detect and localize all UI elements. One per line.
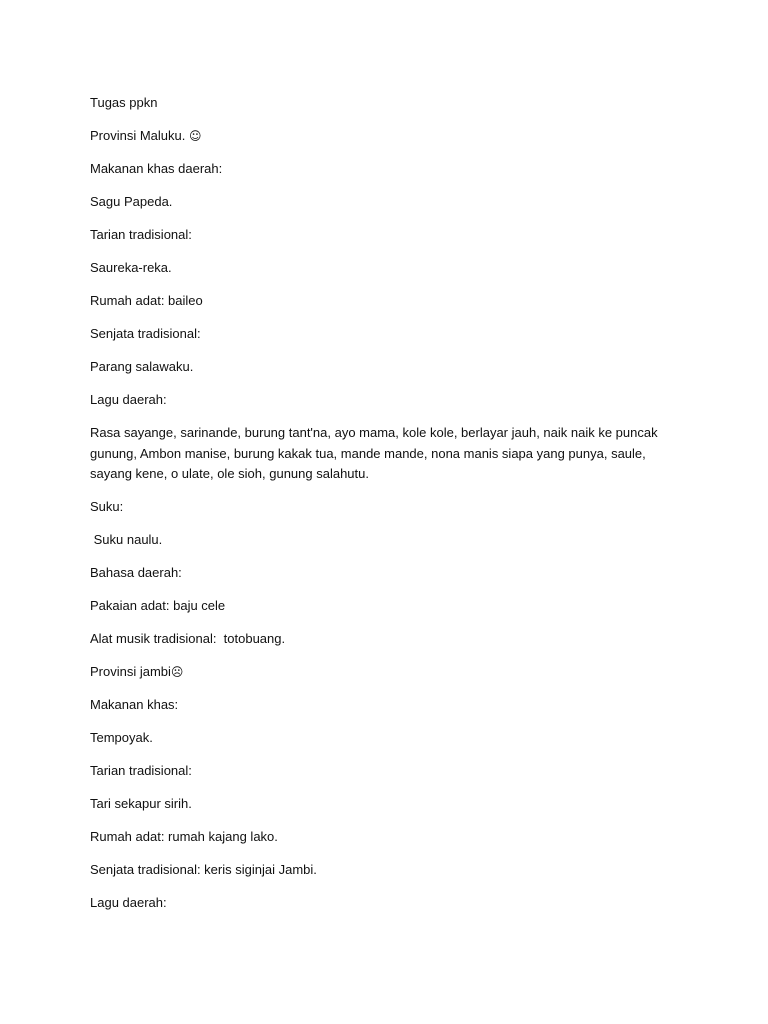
jambi-rumah-adat: Rumah adat: rumah kajang lako.	[90, 828, 278, 844]
maluku-lagu-value: Rasa sayange, sarinande, burung tant'na, ayo mama, kole kole, berlayar jauh, naik naik ke puncak gunung, Ambon manise, burung kakak tua, mande mande, nona manis siapa yang punya, saule, sayang kene, o ulate, ole sioh, gunung salahutu.	[90, 425, 658, 481]
jambi-tarian-label: Tarian tradisional:	[90, 762, 192, 778]
maluku-rumah-adat: Rumah adat: baileo	[90, 293, 203, 308]
maluku-suku-value: Suku naulu.	[90, 531, 163, 547]
maluku-makanan-label: Makanan khas daerah:	[90, 161, 223, 176]
jambi-heading	[90, 662, 680, 682]
maluku-heading	[90, 126, 680, 146]
maluku-tarian-value: Saureka-reka.	[90, 260, 172, 275]
document-title: Tugas ppkn	[90, 95, 158, 110]
maluku-suku-label: Suku:	[90, 498, 124, 514]
jambi-lagu-label: Lagu daerah:	[90, 894, 167, 910]
document-body	[90, 93, 680, 926]
jambi-senjata: Senjata tradisional: keris siginjai Jambi.	[90, 861, 317, 877]
maluku-makanan-value: Sagu Papeda.	[90, 194, 173, 209]
maluku-senjata-label: Senjata tradisional:	[90, 326, 201, 341]
jambi-makanan-value: Tempoyak.	[90, 729, 153, 745]
maluku-alat-musik: Alat musik tradisional: totobuang.	[90, 630, 286, 646]
maluku-heading-text: Provinsi Maluku.	[90, 128, 186, 143]
maluku-lagu-label: Lagu daerah:	[90, 392, 167, 407]
smiley-icon: ☺	[189, 129, 202, 143]
maluku-tarian-label: Tarian tradisional:	[90, 227, 192, 242]
sad-face-icon: ☹	[170, 664, 184, 679]
jambi-heading-text: Provinsi jambi	[90, 663, 171, 679]
maluku-pakaian-adat: Pakaian adat: baju cele	[90, 597, 226, 613]
jambi-makanan-label: Makanan khas:	[90, 696, 179, 712]
jambi-tarian-value: Tari sekapur sirih.	[90, 795, 192, 811]
maluku-bahasa-label: Bahasa daerah:	[90, 564, 182, 580]
maluku-senjata-value: Parang salawaku.	[90, 359, 194, 374]
